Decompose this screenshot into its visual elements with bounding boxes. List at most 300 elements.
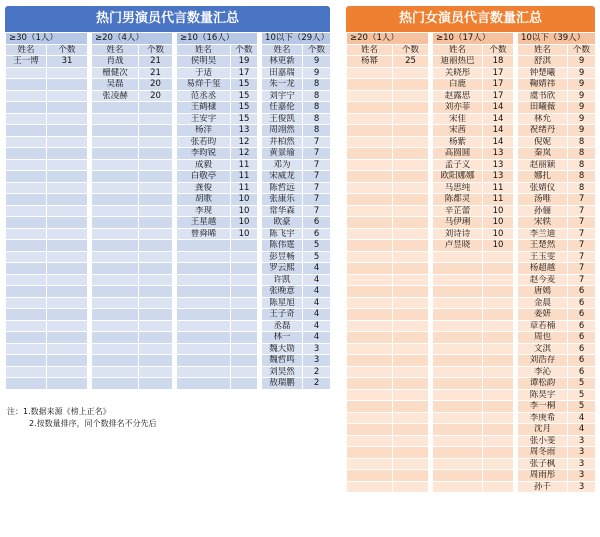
endorsement-count: 12 — [231, 136, 258, 148]
table-row — [347, 171, 596, 183]
endorsement-count: 2 — [303, 366, 331, 378]
empty-cell — [177, 320, 231, 332]
actor-name: 孙千 — [518, 481, 568, 493]
empty-cell — [47, 228, 88, 240]
table-row — [347, 389, 596, 401]
endorsement-count: 10 — [483, 205, 514, 217]
table-row — [347, 481, 596, 493]
empty-cell — [177, 286, 231, 298]
endorsement-count: 8 — [303, 79, 331, 91]
table-row — [6, 194, 331, 206]
actor-name: 檀健次 — [92, 67, 139, 79]
endorsement-count: 7 — [568, 251, 596, 263]
empty-cell — [393, 67, 429, 79]
endorsement-count: 9 — [568, 125, 596, 137]
endorsement-count: 9 — [568, 102, 596, 114]
endorsement-count: 17 — [483, 79, 514, 91]
empty-cell — [92, 228, 139, 240]
actor-name: 姜妍 — [518, 309, 568, 321]
actor-name: 王安宇 — [177, 113, 231, 125]
actor-name: 于适 — [177, 67, 231, 79]
empty-cell — [393, 90, 429, 102]
table-row — [6, 148, 331, 160]
empty-cell — [139, 159, 173, 171]
actor-name: 常华森 — [262, 205, 303, 217]
empty-cell — [433, 435, 483, 447]
empty-cell — [483, 263, 514, 275]
actor-name: 刘宇宁 — [262, 90, 303, 102]
empty-cell — [139, 343, 173, 355]
empty-cell — [92, 136, 139, 148]
endorsement-count: 9 — [568, 79, 596, 91]
male-table — [5, 32, 331, 390]
empty-cell — [483, 355, 514, 367]
empty-cell — [47, 240, 88, 252]
endorsement-count: 8 — [303, 90, 331, 102]
table-row — [347, 251, 596, 263]
endorsement-count: 4 — [303, 320, 331, 332]
endorsement-count: 11 — [231, 159, 258, 171]
table-row — [6, 90, 331, 102]
endorsement-count: 5 — [303, 240, 331, 252]
endorsement-count: 3 — [303, 355, 331, 367]
empty-cell — [393, 343, 429, 355]
name-header: 姓名 — [518, 44, 568, 56]
empty-cell — [92, 182, 139, 194]
empty-cell — [433, 447, 483, 459]
empty-cell — [393, 401, 429, 413]
empty-cell — [393, 320, 429, 332]
empty-cell — [92, 297, 139, 309]
endorsement-count: 17 — [231, 67, 258, 79]
endorsement-count: 9 — [568, 90, 596, 102]
actor-name: 宋威龙 — [262, 171, 303, 183]
empty-cell — [433, 378, 483, 390]
endorsement-count: 20 — [139, 79, 173, 91]
empty-cell — [92, 125, 139, 137]
empty-cell — [347, 171, 393, 183]
endorsement-count: 8 — [568, 136, 596, 148]
actor-name: 范丞丞 — [177, 90, 231, 102]
endorsement-count: 6 — [568, 355, 596, 367]
empty-cell — [139, 217, 173, 229]
empty-cell — [231, 240, 258, 252]
actor-name: 林允 — [518, 113, 568, 125]
empty-cell — [6, 67, 47, 79]
empty-cell — [47, 102, 88, 114]
empty-cell — [6, 263, 47, 275]
actor-name: 张凌赫 — [92, 90, 139, 102]
empty-cell — [393, 251, 429, 263]
empty-cell — [231, 343, 258, 355]
empty-cell — [347, 240, 393, 252]
table-row — [6, 102, 331, 114]
count-header: 个数 — [568, 44, 596, 56]
empty-cell — [92, 194, 139, 206]
empty-cell — [483, 286, 514, 298]
actor-name: 井柏然 — [262, 136, 303, 148]
empty-cell — [177, 263, 231, 275]
actor-name: 文淇 — [518, 343, 568, 355]
empty-cell — [139, 171, 173, 183]
empty-cell — [433, 424, 483, 436]
empty-cell — [393, 148, 429, 160]
endorsement-count: 18 — [483, 56, 514, 68]
empty-cell — [139, 194, 173, 206]
actor-name: 陈伟霆 — [262, 240, 303, 252]
empty-cell — [347, 401, 393, 413]
table-row — [6, 274, 331, 286]
actor-name: 辛芷蕾 — [433, 205, 483, 217]
endorsement-count: 20 — [139, 90, 173, 102]
empty-cell — [347, 263, 393, 275]
table-row — [347, 67, 596, 79]
empty-cell — [393, 136, 429, 148]
endorsement-count: 3 — [568, 458, 596, 470]
empty-cell — [139, 274, 173, 286]
empty-cell — [6, 240, 47, 252]
actor-name: 唐嫣 — [518, 286, 568, 298]
empty-cell — [47, 136, 88, 148]
empty-cell — [139, 240, 173, 252]
endorsement-count: 11 — [483, 194, 514, 206]
actor-name: 王楚然 — [518, 240, 568, 252]
endorsement-count: 10 — [231, 217, 258, 229]
empty-cell — [92, 205, 139, 217]
empty-cell — [483, 447, 514, 459]
actor-name: 宋轶 — [518, 217, 568, 229]
empty-cell — [139, 355, 173, 367]
endorsement-count: 3 — [568, 435, 596, 447]
actor-name: 王玉雯 — [518, 251, 568, 263]
empty-cell — [139, 148, 173, 160]
endorsement-count: 6 — [568, 309, 596, 321]
empty-cell — [347, 159, 393, 171]
endorsement-count: 4 — [303, 309, 331, 321]
table-row — [6, 378, 331, 390]
empty-cell — [47, 90, 88, 102]
endorsement-count: 5 — [568, 401, 596, 413]
actor-name: 黄景瑜 — [262, 148, 303, 160]
actor-name: 章若楠 — [518, 320, 568, 332]
endorsement-count: 7 — [303, 159, 331, 171]
endorsement-count: 9 — [568, 56, 596, 68]
empty-cell — [231, 297, 258, 309]
actor-name: 钟楚曦 — [518, 67, 568, 79]
empty-cell — [6, 320, 47, 332]
table-row — [347, 194, 596, 206]
table-row — [347, 79, 596, 91]
actor-name: 陈昊宇 — [518, 389, 568, 401]
actor-name: 刘诗诗 — [433, 228, 483, 240]
actor-name: 刘昊然 — [262, 366, 303, 378]
endorsement-count: 13 — [231, 125, 258, 137]
endorsement-count: 5 — [303, 251, 331, 263]
table-row — [347, 320, 596, 332]
actor-name: 彭昱畅 — [262, 251, 303, 263]
actor-name: 李昀锐 — [177, 148, 231, 160]
empty-cell — [393, 205, 429, 217]
empty-cell — [483, 458, 514, 470]
empty-cell — [47, 286, 88, 298]
empty-cell — [393, 447, 429, 459]
empty-cell — [231, 286, 258, 298]
actor-name: 刘浩存 — [518, 355, 568, 367]
endorsement-count: 15 — [231, 113, 258, 125]
empty-cell — [6, 205, 47, 217]
endorsement-count: 7 — [568, 205, 596, 217]
endorsement-count: 17 — [483, 90, 514, 102]
actor-name: 杨超越 — [518, 263, 568, 275]
actor-name: 白敬亭 — [177, 171, 231, 183]
empty-cell — [347, 355, 393, 367]
endorsement-count: 9 — [568, 67, 596, 79]
empty-cell — [393, 286, 429, 298]
empty-cell — [47, 217, 88, 229]
group-label: ≥30（1人） — [6, 33, 88, 45]
empty-cell — [433, 286, 483, 298]
empty-cell — [6, 194, 47, 206]
group-label: ≥20（4人） — [92, 33, 173, 45]
empty-cell — [6, 332, 47, 344]
endorsement-count: 9 — [303, 67, 331, 79]
endorsement-count: 7 — [303, 182, 331, 194]
empty-cell — [393, 263, 429, 275]
empty-cell — [177, 366, 231, 378]
empty-cell — [433, 366, 483, 378]
table-row — [347, 435, 596, 447]
empty-cell — [483, 378, 514, 390]
endorsement-count: 11 — [231, 182, 258, 194]
empty-cell — [47, 297, 88, 309]
empty-cell — [139, 228, 173, 240]
empty-cell — [393, 355, 429, 367]
actor-name: 王鹤棣 — [177, 102, 231, 114]
empty-cell — [483, 320, 514, 332]
empty-cell — [393, 217, 429, 229]
empty-cell — [231, 274, 258, 286]
empty-cell — [47, 263, 88, 275]
footnote-sorting: 2.按数量排序，同个数排名不分先后 — [29, 419, 157, 428]
endorsement-count: 10 — [483, 228, 514, 240]
male-title: 热门男演员代言数量汇总 — [5, 6, 330, 32]
empty-cell — [92, 320, 139, 332]
actor-name: 丞磊 — [262, 320, 303, 332]
actor-name: 易烊千玺 — [177, 79, 231, 91]
empty-cell — [47, 67, 88, 79]
empty-cell — [6, 366, 47, 378]
table-row — [347, 401, 596, 413]
actor-name: 许凯 — [262, 274, 303, 286]
empty-cell — [47, 113, 88, 125]
empty-cell — [347, 378, 393, 390]
empty-cell — [393, 470, 429, 482]
empty-cell — [47, 171, 88, 183]
endorsement-count: 13 — [483, 171, 514, 183]
table-row — [347, 412, 596, 424]
actor-name: 胡歌 — [177, 194, 231, 206]
group-label: ≥10（16人） — [177, 33, 258, 45]
empty-cell — [6, 102, 47, 114]
empty-cell — [6, 378, 47, 390]
actor-name: 沈月 — [518, 424, 568, 436]
empty-cell — [139, 332, 173, 344]
actor-name: 李兰迪 — [518, 228, 568, 240]
endorsement-count: 3 — [568, 447, 596, 459]
table-row — [6, 56, 331, 68]
actor-name: 宋佳 — [433, 113, 483, 125]
empty-cell — [433, 458, 483, 470]
actor-name: 秦岚 — [518, 148, 568, 160]
actor-name: 舒淇 — [518, 56, 568, 68]
endorsement-count: 6 — [568, 343, 596, 355]
empty-cell — [139, 113, 173, 125]
empty-cell — [433, 389, 483, 401]
empty-cell — [47, 159, 88, 171]
count-header: 个数 — [47, 44, 88, 56]
empty-cell — [433, 412, 483, 424]
endorsement-count: 7 — [568, 274, 596, 286]
endorsement-count: 7 — [568, 194, 596, 206]
empty-cell — [6, 228, 47, 240]
table-row — [347, 56, 596, 68]
actor-name: 欧阳娜娜 — [433, 171, 483, 183]
empty-cell — [433, 263, 483, 275]
endorsement-count: 8 — [568, 148, 596, 160]
endorsement-count: 14 — [483, 113, 514, 125]
actor-name: 白鹿 — [433, 79, 483, 91]
empty-cell — [177, 332, 231, 344]
empty-cell — [139, 205, 173, 217]
empty-cell — [177, 251, 231, 263]
actor-name: 王一博 — [6, 56, 47, 68]
empty-cell — [433, 297, 483, 309]
empty-cell — [393, 309, 429, 321]
footnote-source: 注：1.数据来源《榜上正名》 — [7, 407, 111, 416]
table-row — [6, 79, 331, 91]
actor-name: 关晓彤 — [433, 67, 483, 79]
actor-name: 张小斐 — [518, 435, 568, 447]
name-header: 姓名 — [347, 44, 393, 56]
empty-cell — [139, 125, 173, 137]
actor-name: 祝绪丹 — [518, 125, 568, 137]
table-row — [347, 355, 596, 367]
empty-cell — [231, 263, 258, 275]
empty-cell — [347, 320, 393, 332]
empty-cell — [483, 251, 514, 263]
endorsement-count: 6 — [303, 228, 331, 240]
empty-cell — [433, 470, 483, 482]
empty-cell — [92, 332, 139, 344]
header-row — [6, 44, 331, 56]
endorsement-count: 8 — [303, 125, 331, 137]
actor-name: 田曦薇 — [518, 102, 568, 114]
endorsement-count: 4 — [303, 274, 331, 286]
empty-cell — [483, 424, 514, 436]
empty-cell — [6, 159, 47, 171]
actor-name: 赵丽颖 — [518, 159, 568, 171]
endorsement-count: 6 — [568, 366, 596, 378]
table-row — [6, 366, 331, 378]
table-row — [6, 205, 331, 217]
table-row — [347, 263, 596, 275]
empty-cell — [92, 355, 139, 367]
table-row — [347, 136, 596, 148]
actor-name: 成毅 — [177, 159, 231, 171]
empty-cell — [6, 355, 47, 367]
empty-cell — [393, 182, 429, 194]
endorsement-count: 14 — [483, 136, 514, 148]
table-row — [6, 171, 331, 183]
empty-cell — [139, 378, 173, 390]
endorsement-count: 6 — [568, 286, 596, 298]
table-row — [6, 251, 331, 263]
actor-name: 魏大勋 — [262, 343, 303, 355]
endorsement-count: 15 — [231, 79, 258, 91]
empty-cell — [393, 194, 429, 206]
name-header: 姓名 — [177, 44, 231, 56]
endorsement-count: 10 — [483, 240, 514, 252]
empty-cell — [177, 343, 231, 355]
empty-cell — [139, 102, 173, 114]
empty-cell — [347, 217, 393, 229]
empty-cell — [433, 343, 483, 355]
actor-name: 汤唯 — [518, 194, 568, 206]
empty-cell — [347, 332, 393, 344]
empty-cell — [47, 205, 88, 217]
group-label: 10以下（39人） — [518, 33, 596, 45]
endorsement-count: 4 — [303, 297, 331, 309]
empty-cell — [393, 171, 429, 183]
endorsement-count: 6 — [568, 297, 596, 309]
endorsement-count: 6 — [303, 217, 331, 229]
endorsement-count: 6 — [568, 320, 596, 332]
empty-cell — [47, 309, 88, 321]
empty-cell — [393, 458, 429, 470]
actor-name: 虞书欣 — [518, 90, 568, 102]
table-row — [6, 309, 331, 321]
empty-cell — [347, 470, 393, 482]
empty-cell — [433, 355, 483, 367]
table-row — [347, 424, 596, 436]
actor-name: 马伊琍 — [433, 217, 483, 229]
table-row — [347, 102, 596, 114]
empty-cell — [347, 366, 393, 378]
empty-cell — [6, 274, 47, 286]
group-band-row — [347, 33, 596, 45]
empty-cell — [231, 309, 258, 321]
endorsement-count: 7 — [568, 240, 596, 252]
table-row — [347, 309, 596, 321]
empty-cell — [6, 182, 47, 194]
empty-cell — [92, 148, 139, 160]
empty-cell — [177, 309, 231, 321]
empty-cell — [347, 309, 393, 321]
name-header: 姓名 — [433, 44, 483, 56]
endorsement-count: 9 — [568, 113, 596, 125]
table-row — [347, 125, 596, 137]
actor-name: 卢昱晓 — [433, 240, 483, 252]
empty-cell — [47, 125, 88, 137]
empty-cell — [6, 343, 47, 355]
empty-cell — [92, 263, 139, 275]
actor-name: 侯明昊 — [177, 56, 231, 68]
endorsement-count: 7 — [568, 217, 596, 229]
empty-cell — [393, 378, 429, 390]
empty-cell — [433, 274, 483, 286]
empty-cell — [47, 366, 88, 378]
empty-cell — [139, 320, 173, 332]
